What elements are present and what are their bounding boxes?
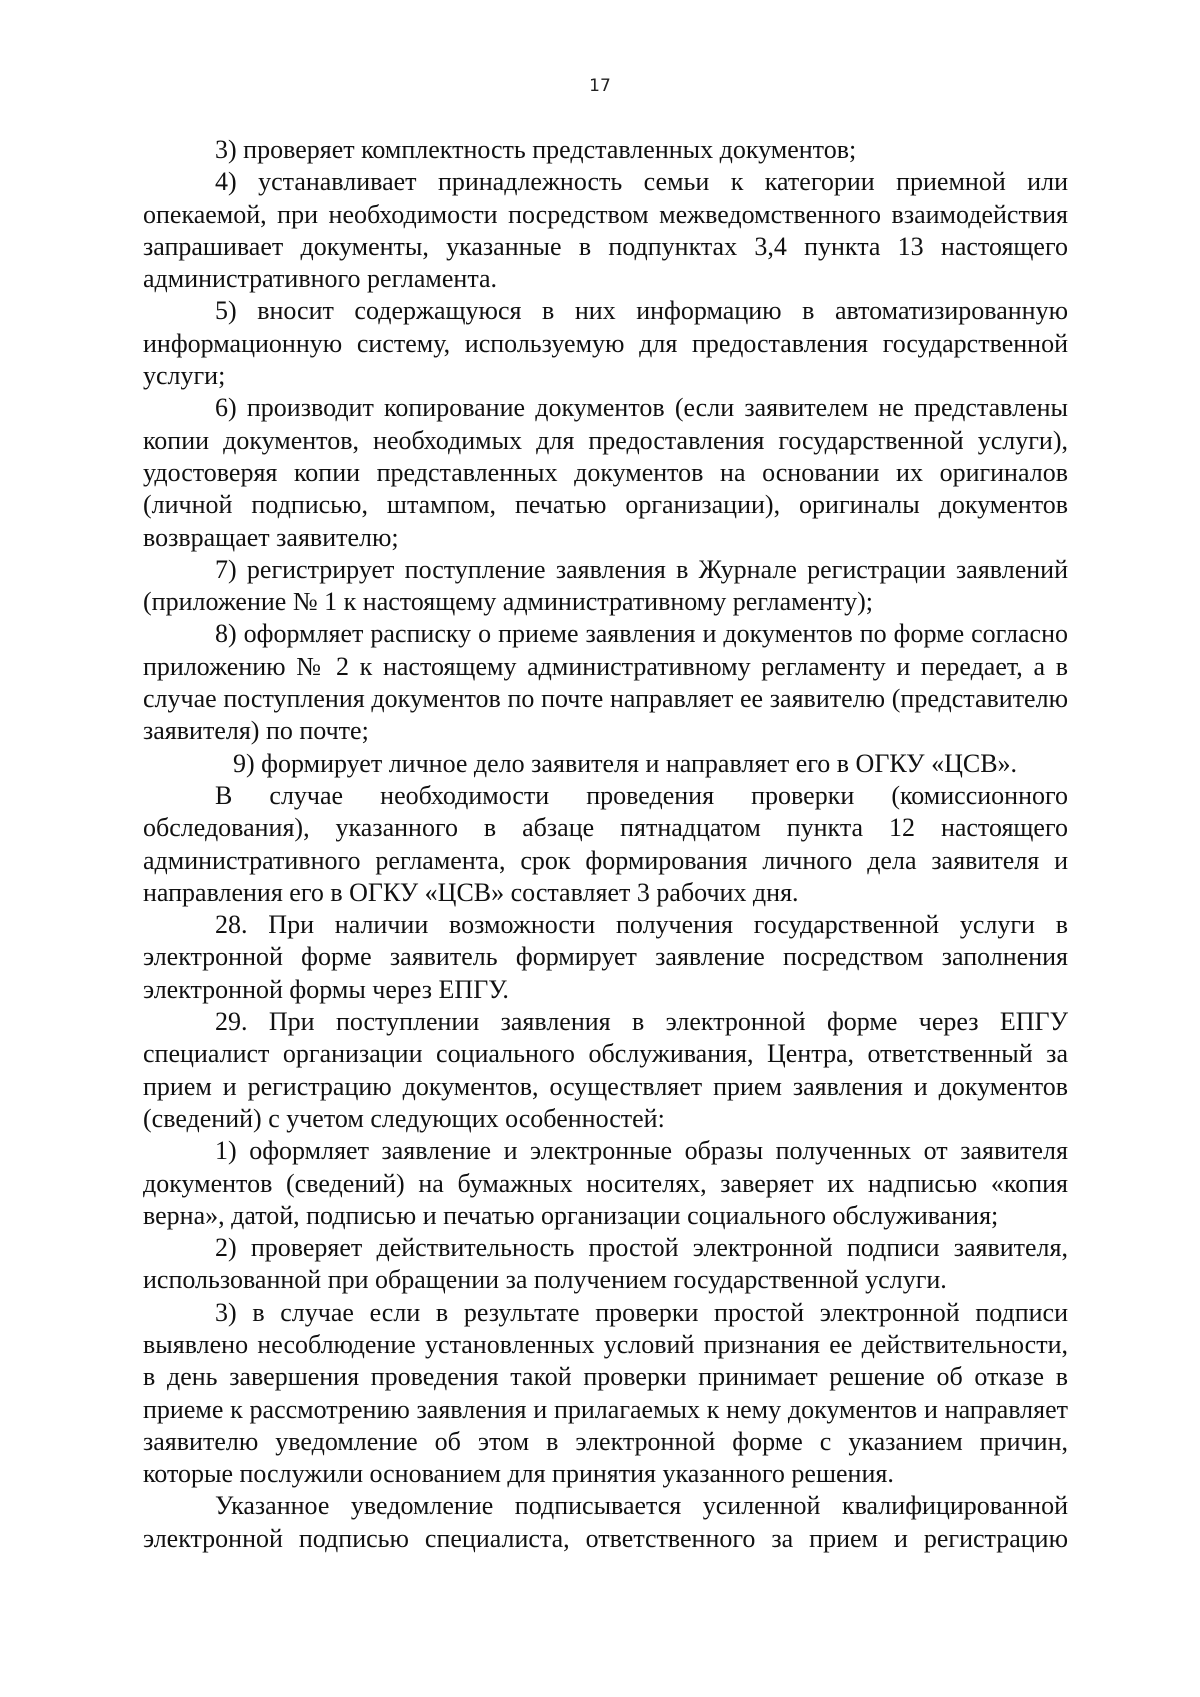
page-number: 17 bbox=[589, 76, 611, 96]
paragraph: 3) в случае если в результате проверки простой электронной подписи выявлено несоблюдение установленных условий признания ее действительности, в день завершения проведения такой проверки принимает решение об отказе в приеме к рассмотрению заявления и прилагаемых к нему документов и направляет заявителю уведомление об этом в электронной форме с указанием причин, которые послужили основанием для принятия указанного решения. bbox=[143, 1297, 1068, 1489]
paragraph: 28. При наличии возможности получения государственной услуги в электронной форме заявитель формирует заявление посредством заполнения электронной формы через ЕПГУ. bbox=[143, 910, 1068, 1004]
document-body bbox=[143, 134, 1068, 1555]
paragraph: 3) проверяет комплектность представленных документов; bbox=[215, 135, 857, 164]
paragraph: 7) регистрирует поступление заявления в Журнале регистрации заявлений (приложение № 1 к настоящему административному регламенту); bbox=[143, 554, 1068, 617]
paragraph: 4) устанавливает принадлежность семьи к категории приемной или опекаемой, при необходимости посредством межведомственного взаимодействия запрашивает документы, указанные в подпунктах 3,4 пункта 13 настоящего административного регламента. bbox=[143, 167, 1068, 294]
paragraph: В случае необходимости проведения проверки (комиссионного обследования), указанного в абзаце пятнадцатом пункта 12 настоящего административного регламента, срок формирования личного дела заявителя и направления его в ОГКУ «ЦСВ» составляет 3 рабочих дня. bbox=[143, 780, 1068, 907]
paragraph: 6) производит копирование документов (если заявителем не представлены копии документов, необходимых для предоставления государственной услуги), удостоверяя копии представленных документов на основании их оригиналов (личной подписью, штампом, печатью организации), оригиналы документов возвращает заявителю; bbox=[143, 393, 1068, 552]
paragraph: 9) формирует личное дело заявителя и направляет его в ОГКУ «ЦСВ». bbox=[233, 748, 1018, 778]
paragraph: 2) проверяет действительность простой электронной подписи заявителя, использованной при обращении за получением государственной услуги. bbox=[143, 1233, 1068, 1295]
paragraph: Указанное уведомление подписывается усиленной квалифицированной электронной подписью специалиста, ответственного за прием и регистрацию bbox=[143, 1491, 1068, 1553]
paragraph: 29. При поступлении заявления в электронной форме через ЕПГУ специалист организации социального обслуживания, Центра, ответственный за прием и регистрацию документов, осуществляет прием заявления и документов (сведений) с учетом следующих особенностей: bbox=[143, 1007, 1068, 1133]
paragraph: 8) оформляет расписку о приеме заявления и документов по форме согласно приложению № 2 к настоящему административному регламенту и передает, а в случае поступления документов по почте направляет ее заявителю (представителю заявителя) по почте; bbox=[143, 619, 1068, 746]
paragraph: 5) вносит содержащуюся в них информацию в автоматизированную информационную систему, используемую для предоставления государственной услуги; bbox=[143, 296, 1068, 391]
paragraph: 1) оформляет заявление и электронные образы полученных от заявителя документов (сведений) на бумажных носителях, заверяет их надписью «копия верна», датой, подписью и печатью организации социального обслуживания; bbox=[143, 1136, 1068, 1230]
